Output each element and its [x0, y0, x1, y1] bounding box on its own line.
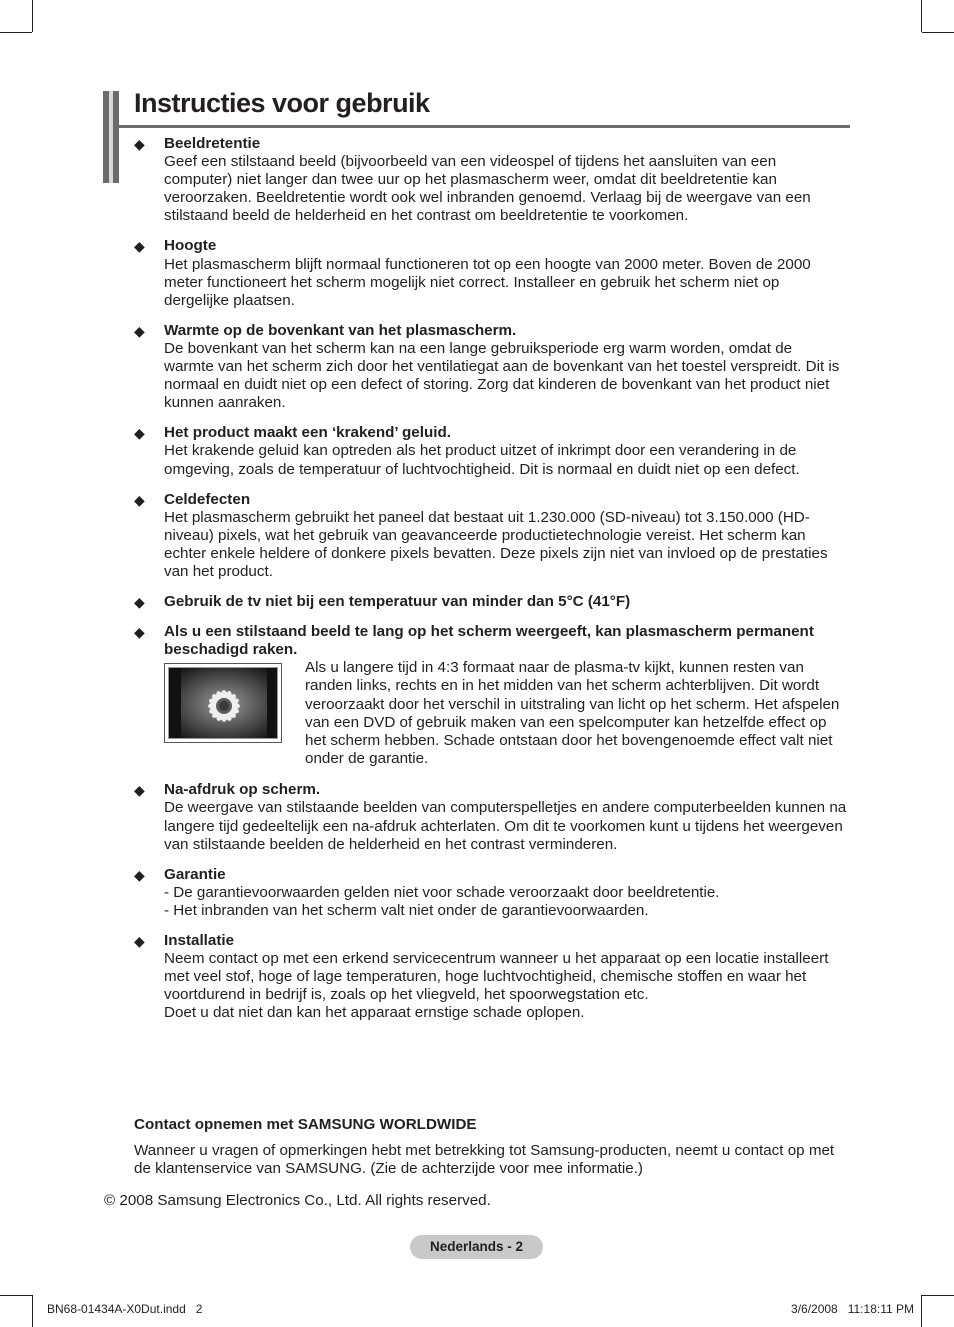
image-caption-text	[305, 659, 852, 768]
image-with-text	[164, 659, 852, 769]
item-text-line: randen links, rechts en in het midden van het scherm achterblijven. Dit wordt	[305, 677, 820, 695]
item-text-line: normaal en duidt niet op een defect of storing. Zorg dat kinderen de bovenkant van het product niet	[164, 376, 830, 394]
item-text-line: het scherm hebben. Schade ontstaan door het bovengenoemde effect valt niet	[305, 731, 833, 749]
item-heading: Gebruik de tv niet bij een temperatuur van minder dan 5°C (41°F)	[164, 593, 631, 611]
item-heading: Na-afdruk op scherm.	[164, 781, 321, 799]
item-heading: Hoogte	[164, 237, 217, 255]
contact-heading: Contact opnemen met SAMSUNG WORLDWIDE	[134, 1116, 477, 1133]
crop-mark	[32, 1295, 33, 1327]
list-item-temperatuur	[134, 593, 852, 611]
item-text-line: warmte van het scherm zich door het ventilatiegat aan de bovenkant van het toestel verspreidt. Dit is	[164, 358, 840, 376]
item-text-line: van een DVD of gebruik maken van een spelcomputer kan hetzelfde effect op	[305, 713, 827, 731]
item-text-line: langere tijd gedeeltelijk een na-afdruk achterlaten. Om dit te voorkomen kunt u tijdens het weergeven	[164, 817, 843, 835]
contact-text-line: Wanneer u vragen of opmerkingen hebt met betrekking tot Samsung-producten, neemt u contact op met	[134, 1142, 835, 1159]
diamond-bullet-icon: ◆	[134, 238, 145, 255]
item-text-line: - De garantievoorwaarden gelden niet voor schade veroorzaakt door beeldretentie.	[164, 883, 720, 901]
item-text-line: omgeving, zoals de temperatuur of luchtvochtigheid. Dit is normaal en duidt niet op een defect.	[164, 460, 800, 478]
item-text-line: stilstaand beeld de helderheid en het contrast om beeldretentie te voorkomen.	[164, 207, 689, 225]
item-heading: Als u een stilstaand beeld te lang op het scherm weergeeft, kan plasmascherm permanent	[164, 623, 814, 641]
item-text-line: Het plasmascherm blijft normaal functioneren tot op een hoogte van 2000 meter. Boven de 2000	[164, 255, 811, 273]
diamond-bullet-icon: ◆	[134, 322, 145, 339]
item-text-line: met veel stof, hoge of lage temperaturen, hoge luchtvochtigheid, chemische stoffen en waar het	[164, 968, 807, 986]
footer-timestamp: 3/6/2008 11:18:11 PM	[791, 1302, 914, 1316]
item-text-line: Als u langere tijd in 4:3 formaat naar de plasma-tv kijkt, kunnen resten van	[305, 659, 804, 677]
item-heading: beschadigd raken.	[164, 641, 298, 659]
list-item-na-afdruk	[134, 781, 852, 853]
diamond-bullet-icon: ◆	[134, 136, 145, 152]
crop-mark	[32, 0, 33, 32]
daisy-illustration	[169, 668, 278, 739]
item-text-line: dergelijke plaatsen.	[164, 291, 295, 309]
title-underline	[119, 125, 850, 128]
item-heading: Celdefecten	[164, 490, 251, 508]
item-text-line: niveau) pixels, wat het gebruik van geavanceerde productietechnologie vereist. Het scherm kan	[164, 526, 806, 544]
item-text-line: Het plasmascherm gebruikt het paneel dat bestaat uit 1.230.000 (SD-niveau) tot 3.150.000 (HD-	[164, 508, 810, 526]
crop-mark	[922, 1295, 954, 1296]
item-text-line: veroorzaakt door het verschil in uitstraling van licht op het scherm. Het afspelen	[305, 695, 840, 713]
flower-photo	[168, 667, 278, 739]
list-item-beeldretentie	[134, 135, 852, 225]
item-text-line: van het product.	[164, 562, 273, 580]
item-heading: Installatie	[164, 932, 235, 949]
footer-file-name: BN68-01434A-X0Dut.indd 2	[47, 1302, 203, 1316]
diamond-bullet-icon: ◆	[134, 425, 145, 442]
item-text-line: onder de garantie.	[305, 749, 429, 767]
item-text-line: van stilstaande beelden de helderheid en het contrast verminderen.	[164, 835, 618, 853]
diamond-bullet-icon: ◆	[134, 933, 145, 949]
page-number-badge: Nederlands - 2	[410, 1235, 543, 1259]
page-title: Instructies voor gebruik	[134, 88, 430, 118]
list-item-hoogte	[134, 237, 852, 309]
item-heading: Het product maakt een ‘krakend’ geluid.	[164, 424, 451, 442]
diamond-bullet-icon: ◆	[134, 624, 145, 641]
diamond-bullet-icon: ◆	[134, 491, 145, 508]
item-text-line: De bovenkant van het scherm kan na een lange gebruiksperiode erg warm worden, omdat de	[164, 339, 793, 357]
item-text-line: voortdurend in bedrijf is, zoals op het vliegveld, het spoorwegstation etc.	[164, 986, 649, 1004]
burn-in-example-image	[164, 663, 282, 743]
title-accent-highlight	[109, 91, 113, 183]
list-item-warmte	[134, 322, 852, 412]
item-text-line: computer) niet langer dan twee uur op het plasmascherm weer, omdat dit beeldretentie kan	[164, 171, 777, 189]
crop-mark	[0, 1295, 32, 1296]
diamond-bullet-icon: ◆	[134, 866, 145, 883]
diamond-bullet-icon: ◆	[134, 594, 145, 611]
item-text-line: kunnen aanraken.	[164, 394, 286, 412]
item-text-line: - Het inbranden van het scherm valt niet onder de garantievoorwaarden.	[164, 901, 649, 919]
item-text-line: Het krakende geluid kan optreden als het product uitzet of inkrimpt door een verandering in de	[164, 442, 797, 460]
instructions-list	[134, 135, 852, 1034]
item-text-line: meter functioneert het scherm mogelijk niet correct. Installeer en gebruik het scherm niet op	[164, 273, 780, 291]
contact-text-line: de klantenservice van SAMSUNG. (Zie de achterzijde voor mee informatie.)	[134, 1160, 643, 1177]
list-item-celdefecten	[134, 491, 852, 581]
list-item-garantie	[134, 866, 852, 920]
crop-mark	[0, 32, 32, 33]
item-text-line: De weergave van stilstaande beelden van computerspelletjes en andere computerbeelden kunnen na	[164, 799, 847, 817]
item-heading: Warmte op de bovenkant van het plasmascherm.	[164, 321, 517, 339]
list-item-installatie	[134, 932, 852, 1022]
crop-mark	[921, 0, 922, 32]
item-heading: Garantie	[164, 865, 226, 883]
diamond-bullet-icon: ◆	[134, 782, 145, 799]
item-text-line: Neem contact op met een erkend servicecentrum wanneer u het apparaat op een locatie installeert	[164, 950, 829, 968]
item-text-line: veroorzaken. Beeldretentie wordt ook wel inbranden genoemd. Verlaag bij de weergave van een	[164, 189, 811, 207]
crop-mark	[921, 1295, 922, 1327]
crop-mark	[922, 32, 954, 33]
contact-section	[134, 1116, 852, 1178]
list-item-stilstaand-beeld	[134, 623, 852, 769]
copyright-notice: © 2008 Samsung Electronics Co., Ltd. All rights reserved.	[104, 1192, 491, 1209]
item-text-line: echter enkele heldere of donkere pixels bevatten. Deze pixels zijn niet van invloed op de prestaties	[164, 544, 828, 562]
list-item-krakend-geluid	[134, 424, 852, 478]
item-text-line: Doet u dat niet dan kan het apparaat ernstige schade oplopen.	[164, 1004, 585, 1022]
item-text-line: Geef een stilstaand beeld (bijvoorbeeld van een videospel of tijdens het aansluiten van een	[164, 153, 777, 171]
item-heading: Beeldretentie	[164, 135, 261, 152]
